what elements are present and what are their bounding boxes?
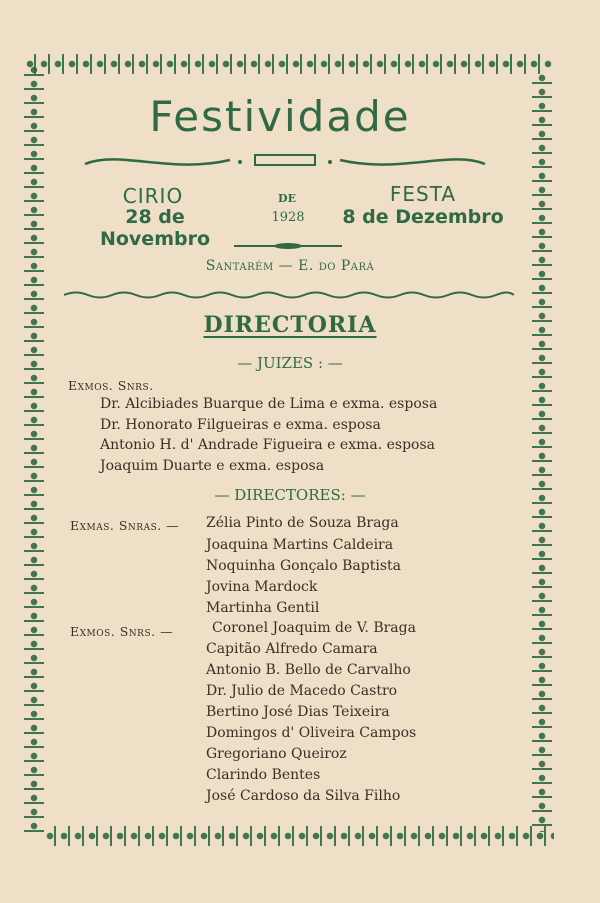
juiz-name: Antonio H. d' Andrade Figueira e exma. esposa: [100, 437, 436, 453]
director-name: Antonio B. Bello de Carvalho: [206, 662, 411, 678]
ladies-salutation: Exmas. Snras. —: [70, 518, 180, 533]
director-name: Bertino José Dias Teixeira: [206, 704, 390, 720]
director-name: Clarindo Bentes: [206, 767, 321, 783]
juizes-salutation: Exmos. Snrs.: [68, 378, 154, 393]
directora-name: Zélia Pinto de Souza Braga: [206, 515, 399, 531]
juiz-name: Dr. Honorato Filgueiras e exma. esposa: [100, 417, 381, 433]
small-divider-icon: [234, 242, 342, 250]
director-name: Domingos d' Oliveira Campos: [206, 725, 417, 741]
directora-name: Noquinha Gonçalo Baptista: [206, 558, 401, 574]
ornamental-border-left: [24, 64, 44, 834]
cirio-date: 28 de Novembro: [99, 206, 211, 250]
ornamental-border-right: [532, 72, 552, 832]
cirio-label: CIRIO: [122, 184, 184, 208]
juizes-heading: — JUIZES : —: [237, 354, 343, 372]
director-name: Dr. Julio de Macedo Castro: [206, 683, 398, 699]
director-name: Coronel Joaquim de V. Braga: [212, 620, 416, 636]
wide-divider-icon: [64, 290, 514, 300]
director-name: Capitão Alfredo Camara: [206, 641, 378, 657]
directora-name: Jovina Mardock: [206, 579, 318, 595]
directora-name: Joaquina Martins Caldeira: [206, 537, 394, 553]
de-label: DE: [278, 192, 296, 205]
gentlemen-salutation: Exmos. Snrs. —: [70, 624, 174, 639]
juiz-name: Joaquim Duarte e exma. esposa: [100, 458, 325, 474]
place-label: Santarém — E. do Pará: [205, 258, 375, 274]
directores-heading: — DIRECTORES: —: [214, 486, 366, 504]
director-name: José Cardoso da Silva Filho: [206, 788, 401, 804]
festa-date: 8 de Dezembro: [342, 206, 504, 228]
flourish-ornament-icon: [80, 150, 490, 172]
directora-name: Martinha Gentil: [206, 600, 320, 616]
ornamental-border-top: [24, 54, 552, 74]
section-title: DIRECTORIA: [203, 312, 377, 338]
juiz-name: Dr. Alcibiades Buarque de Lima e exma. esposa: [100, 396, 438, 412]
festa-label: FESTA: [389, 182, 457, 206]
page-title: Festividade: [149, 92, 411, 141]
year-label: 1928: [271, 210, 305, 225]
director-name: Gregoriano Queiroz: [206, 746, 347, 762]
ornamental-border-bottom: [44, 826, 554, 846]
